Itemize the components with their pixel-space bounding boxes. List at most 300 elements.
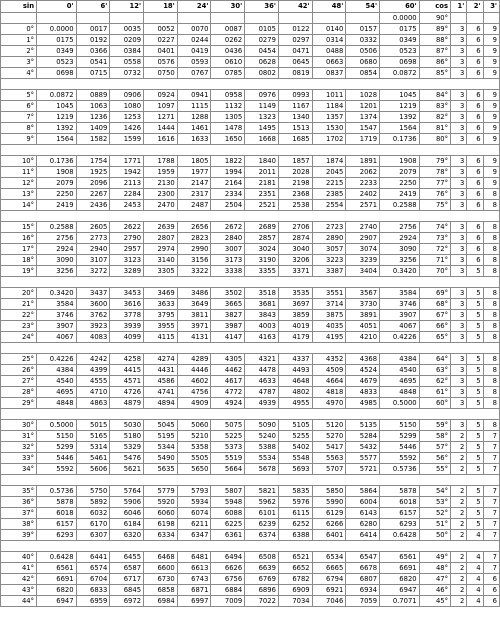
- sine-value-cell: 1028: [346, 90, 380, 101]
- difference-cell: 3: [451, 24, 467, 35]
- cos-degree-cell: 52°: [419, 508, 450, 519]
- difference-cell: 5: [467, 332, 483, 343]
- cos-degree-cell: 70°: [419, 266, 450, 277]
- difference-cell: 3: [451, 233, 467, 244]
- sine-value-cell: 0593: [177, 57, 211, 68]
- sine-value-cell: 3681: [245, 299, 279, 310]
- table-row: [1, 266, 500, 277]
- difference-cell: 6: [467, 178, 483, 189]
- sine-value-cell: 0.6428: [37, 552, 77, 563]
- difference-cell: 8: [483, 255, 499, 266]
- sine-value-cell: 4195: [312, 332, 346, 343]
- difference-cell: 5: [467, 519, 483, 530]
- sine-value-cell: 6639: [245, 563, 279, 574]
- sine-value-cell: 2368: [278, 189, 312, 200]
- sine-value-cell: 0.5736: [37, 486, 77, 497]
- degree-label: 15°: [1, 222, 37, 233]
- sine-value-cell: 4802: [278, 387, 312, 398]
- difference-cell: 4: [467, 596, 483, 607]
- sine-value-cell: 0663: [312, 57, 346, 68]
- sine-value-cell: 3600: [76, 299, 110, 310]
- sine-value-cell: 5314: [76, 442, 110, 453]
- cos-degree-cell: 76°: [419, 189, 450, 200]
- sine-value-cell: 3795: [144, 310, 178, 321]
- sine-value-cell: 6307: [76, 530, 110, 541]
- sine-value-cell: 0209: [110, 35, 144, 46]
- difference-cell: 4: [467, 552, 483, 563]
- sine-value-cell: 2924: [380, 233, 420, 244]
- sine-value-cell: 5592: [37, 464, 77, 475]
- table-body: [1, 24, 500, 607]
- difference-cell: 5: [467, 288, 483, 299]
- sine-value-cell: 4019: [278, 321, 312, 332]
- sine-value-cell: 0314: [312, 35, 346, 46]
- degree-label: 24°: [1, 332, 37, 343]
- sine-value-cell: 4509: [312, 365, 346, 376]
- difference-cell: 6: [467, 57, 483, 68]
- sine-value-cell: 1874: [312, 156, 346, 167]
- sine-value-cell: 0523: [380, 46, 420, 57]
- sine-value-cell: 1149: [245, 101, 279, 112]
- degree-label: 12°: [1, 178, 37, 189]
- sine-value-cell: 4067: [380, 321, 420, 332]
- difference-cell: 9: [483, 112, 499, 123]
- difference-cell: 2: [451, 530, 467, 541]
- sine-value-cell: 2334: [211, 189, 245, 200]
- sine-value-cell: 0.4226: [380, 332, 420, 343]
- difference-cell: 3: [451, 387, 467, 398]
- sine-value-cell: 4848: [37, 398, 77, 409]
- difference-cell: 7: [483, 563, 499, 574]
- cos-degree-cell: 77°: [419, 178, 450, 189]
- sine-value-cell: 6652: [278, 563, 312, 574]
- spacer-cell: [1, 475, 500, 486]
- table-row: [1, 519, 500, 530]
- difference-cell: 8: [483, 189, 499, 200]
- sine-value-cell: 2940: [76, 244, 110, 255]
- sine-value-cell: 1374: [346, 112, 380, 123]
- sine-value-cell: 1599: [110, 134, 144, 145]
- sine-value-cell: 6225: [211, 519, 245, 530]
- spacer-cell: [1, 211, 500, 222]
- sine-value-cell: 4163: [245, 332, 279, 343]
- sine-value-cell: 5878: [37, 497, 77, 508]
- degree-label: 2°: [1, 46, 37, 57]
- degree-label: 31°: [1, 431, 37, 442]
- sine-value-cell: 2198: [278, 178, 312, 189]
- empty-cell: [245, 13, 279, 24]
- difference-cell: 4: [467, 530, 483, 541]
- difference-cell: 3: [451, 57, 467, 68]
- sine-value-cell: 5446: [380, 442, 420, 453]
- sine-value-cell: 1840: [245, 156, 279, 167]
- difference-cell: 8: [483, 233, 499, 244]
- sine-value-cell: 2639: [144, 222, 178, 233]
- sine-value-cell: 6561: [37, 563, 77, 574]
- sine-value-cell: 6198: [144, 519, 178, 530]
- difference-cell: 3: [451, 321, 467, 332]
- difference-cell: 6: [467, 134, 483, 145]
- group-spacer: [1, 211, 500, 222]
- cos-degree-cell: 75°: [419, 200, 450, 211]
- sine-value-cell: 0192: [76, 35, 110, 46]
- difference-cell: 7: [483, 519, 499, 530]
- degree-label: 8°: [1, 123, 37, 134]
- sine-value-cell: 4617: [211, 376, 245, 387]
- sine-value-cell: 6046: [110, 508, 144, 519]
- sine-value-cell: 6730: [144, 574, 178, 585]
- degree-label: 39°: [1, 530, 37, 541]
- sine-value-cell: 3891: [346, 310, 380, 321]
- sine-value-cell: 6997: [177, 596, 211, 607]
- cos-degree-cell: 89°: [419, 24, 450, 35]
- sine-value-cell: 2924: [37, 244, 77, 255]
- sine-value-cell: 3971: [177, 321, 211, 332]
- sine-value-cell: 1201: [346, 101, 380, 112]
- sine-value-cell: 1097: [144, 101, 178, 112]
- cos-degree-cell: 59°: [419, 420, 450, 431]
- sine-value-cell: 2823: [177, 233, 211, 244]
- sine-value-cell: 5446: [37, 453, 77, 464]
- sine-value-cell: 5750: [76, 486, 110, 497]
- sine-value-cell: 1288: [177, 112, 211, 123]
- difference-cell: 6: [467, 244, 483, 255]
- degree-label: 11°: [1, 167, 37, 178]
- sine-value-cell: 7059: [346, 596, 380, 607]
- sine-value-cell: 2267: [76, 189, 110, 200]
- minute-header: 54': [346, 1, 380, 13]
- table-row: [1, 288, 500, 299]
- sine-value-cell: 5150: [380, 420, 420, 431]
- sine-value-cell: 6334: [144, 530, 178, 541]
- difference-cell: 8: [483, 387, 499, 398]
- diff-header: 2': [467, 1, 483, 13]
- difference-cell: 5: [467, 387, 483, 398]
- group-spacer: [1, 409, 500, 420]
- sine-value-cell: 0837: [312, 68, 346, 79]
- sine-value-cell: 6561: [380, 552, 420, 563]
- sine-value-cell: 6782: [278, 574, 312, 585]
- sine-value-cell: 2402: [346, 189, 380, 200]
- sine-value-cell: 3256: [380, 255, 420, 266]
- sine-value-cell: 6018: [37, 508, 77, 519]
- sine-value-cell: 5764: [110, 486, 144, 497]
- difference-cell: 3: [451, 123, 467, 134]
- difference-cell: 3: [451, 178, 467, 189]
- degree-label: 18°: [1, 255, 37, 266]
- sine-value-cell: 0262: [211, 35, 245, 46]
- sine-value-cell: 4337: [278, 354, 312, 365]
- sine-value-cell: 1650: [211, 134, 245, 145]
- sine-value-cell: 5563: [312, 453, 346, 464]
- sine-value-cell: 6266: [312, 519, 346, 530]
- sine-value-cell: 2317: [177, 189, 211, 200]
- table-row: [1, 332, 500, 343]
- difference-cell: 9: [483, 167, 499, 178]
- sine-value-cell: 1323: [245, 112, 279, 123]
- sine-value-cell: 0419: [177, 46, 211, 57]
- sine-value-cell: 0610: [211, 57, 245, 68]
- sine-value-cell: 0070: [177, 24, 211, 35]
- sine-value-cell: 3123: [110, 255, 144, 266]
- table-row: [1, 156, 500, 167]
- difference-cell: 3: [451, 365, 467, 376]
- degree-label: 4°: [1, 68, 37, 79]
- difference-cell: 3: [451, 101, 467, 112]
- sine-value-cell: 4741: [144, 387, 178, 398]
- sine-value-cell: 2504: [211, 200, 245, 211]
- sine-value-cell: 5120: [312, 420, 346, 431]
- sine-value-cell: 0175: [380, 24, 420, 35]
- sine-value-cell: 4955: [278, 398, 312, 409]
- sine-value-cell: 3762: [76, 310, 110, 321]
- sine-value-cell: 6211: [177, 519, 211, 530]
- table-row: [1, 46, 500, 57]
- sine-value-cell: 3057: [312, 244, 346, 255]
- sine-value-cell: 2740: [346, 222, 380, 233]
- sine-value-cell: 5693: [278, 464, 312, 475]
- sine-value-cell: 6032: [76, 508, 110, 519]
- sine-value-cell: 5240: [245, 431, 279, 442]
- sine-value-cell: 5948: [211, 497, 245, 508]
- sine-value-cell: 4478: [245, 365, 279, 376]
- sine-value-cell: 6101: [245, 508, 279, 519]
- sine-value-cell: 0906: [110, 90, 144, 101]
- sine-value-cell: 5075: [211, 420, 245, 431]
- sine-value-cell: 1513: [278, 123, 312, 134]
- sine-value-cell: 6388: [278, 530, 312, 541]
- sine-value-cell: 4179: [278, 332, 312, 343]
- spacer-cell: [1, 277, 500, 288]
- sine-value-cell: 0924: [144, 90, 178, 101]
- sine-value-cell: 2554: [312, 200, 346, 211]
- sine-value-cell: 5358: [177, 442, 211, 453]
- difference-cell: 8: [483, 365, 499, 376]
- difference-cell: 8: [483, 299, 499, 310]
- sine-value-cell: 1530: [312, 123, 346, 134]
- sine-value-cell: 4787: [245, 387, 279, 398]
- sine-value-cell: 6665: [312, 563, 346, 574]
- minute-header: 60': [380, 1, 420, 13]
- sine-value-cell: 6921: [312, 585, 346, 596]
- top-value-cell: 0.0000: [380, 13, 420, 24]
- sine-value-cell: 6508: [245, 552, 279, 563]
- sine-value-cell: 3024: [245, 244, 279, 255]
- group-spacer: [1, 343, 500, 354]
- difference-cell: 6: [467, 189, 483, 200]
- sine-value-cell: 0.7071: [380, 596, 420, 607]
- minute-header: 36': [245, 1, 279, 13]
- sine-value-cell: 6239: [245, 519, 279, 530]
- table-row: [1, 420, 500, 431]
- sine-value-cell: 6115: [278, 508, 312, 519]
- sine-value-cell: 3649: [177, 299, 211, 310]
- sine-value-cell: 0035: [110, 24, 144, 35]
- degree-label: 26°: [1, 365, 37, 376]
- empty-cell: [76, 13, 110, 24]
- degree-label: 22°: [1, 310, 37, 321]
- sine-value-cell: 4210: [346, 332, 380, 343]
- sine-value-cell: 1564: [380, 123, 420, 134]
- sine-value-cell: 0523: [37, 57, 77, 68]
- table-row: [1, 497, 500, 508]
- sine-value-cell: 1063: [76, 101, 110, 112]
- cos-degree-cell: 85°: [419, 68, 450, 79]
- sine-value-cell: 2907: [346, 233, 380, 244]
- sine-value-cell: 1444: [144, 123, 178, 134]
- sine-value-cell: 5606: [76, 464, 110, 475]
- sine-value-cell: 2130: [144, 178, 178, 189]
- degree-label: 23°: [1, 321, 37, 332]
- sine-value-cell: 6574: [76, 563, 110, 574]
- sine-value-cell: 3551: [312, 288, 346, 299]
- sine-value-cell: 1633: [177, 134, 211, 145]
- empty-cell: [467, 13, 483, 24]
- sine-value-cell: 2756: [37, 233, 77, 244]
- sine-value-cell: 6494: [211, 552, 245, 563]
- table-row: [1, 552, 500, 563]
- difference-cell: 5: [467, 486, 483, 497]
- sine-value-cell: 1253: [110, 112, 144, 123]
- cos-degree-cell: 72°: [419, 244, 450, 255]
- sine-value-cell: 6143: [346, 508, 380, 519]
- sine-value-cell: 5344: [144, 442, 178, 453]
- cos-degree-cell: 47°: [419, 574, 450, 585]
- difference-cell: 6: [467, 123, 483, 134]
- sine-value-cell: 4756: [177, 387, 211, 398]
- degree-label: 17°: [1, 244, 37, 255]
- difference-cell: 3: [451, 189, 467, 200]
- sine-value-cell: 1754: [76, 156, 110, 167]
- sine-value-cell: 1045: [380, 90, 420, 101]
- sine-value-cell: 6678: [346, 563, 380, 574]
- sine-value-cell: 6280: [346, 519, 380, 530]
- sine-value-cell: 0715: [76, 68, 110, 79]
- sine-value-cell: 6909: [278, 585, 312, 596]
- sine-value-cell: 6481: [177, 552, 211, 563]
- sine-value-cell: 4099: [110, 332, 144, 343]
- sine-value-cell: 5906: [110, 497, 144, 508]
- difference-cell: 5: [467, 299, 483, 310]
- difference-cell: 4: [467, 563, 483, 574]
- sine-value-cell: 6613: [177, 563, 211, 574]
- sine-value-cell: 5270: [312, 431, 346, 442]
- sine-value-cell: 5707: [312, 464, 346, 475]
- sine-value-cell: 6794: [312, 574, 346, 585]
- difference-cell: 5: [467, 508, 483, 519]
- sine-value-cell: 0628: [245, 57, 279, 68]
- sine-value-cell: 3156: [177, 255, 211, 266]
- difference-cell: 6: [483, 585, 499, 596]
- difference-cell: 3: [451, 156, 467, 167]
- sine-value-cell: 4242: [76, 354, 110, 365]
- table-row: [1, 178, 500, 189]
- difference-cell: 7: [483, 486, 499, 497]
- sine-value-cell: 6468: [144, 552, 178, 563]
- sine-value-cell: 0.0000: [37, 24, 77, 35]
- sine-value-cell: 6934: [346, 585, 380, 596]
- sine-value-cell: 5180: [110, 431, 144, 442]
- difference-cell: 5: [467, 398, 483, 409]
- sine-value-cell: 0052: [144, 24, 178, 35]
- difference-cell: 8: [483, 420, 499, 431]
- sine-value-cell: 0558: [110, 57, 144, 68]
- sine-value-cell: 0.5000: [37, 420, 77, 431]
- group-spacer: [1, 79, 500, 90]
- minute-header: 18': [144, 1, 178, 13]
- degree-label: 30°: [1, 420, 37, 431]
- sine-value-cell: 2890: [312, 233, 346, 244]
- difference-cell: 9: [483, 68, 499, 79]
- difference-cell: 5: [467, 310, 483, 321]
- sine-value-cell: 4540: [37, 376, 77, 387]
- empty-cell: [346, 13, 380, 24]
- sine-value-cell: 6361: [211, 530, 245, 541]
- sine-value-cell: 4115: [144, 332, 178, 343]
- sine-value-cell: 0244: [177, 35, 211, 46]
- difference-cell: 2: [451, 464, 467, 475]
- difference-cell: 5: [467, 420, 483, 431]
- table-row: [1, 101, 500, 112]
- group-spacer: [1, 277, 500, 288]
- sine-value-cell: 0819: [278, 68, 312, 79]
- sine-value-cell: 5015: [76, 420, 110, 431]
- sine-value-cell: 2487: [177, 200, 211, 211]
- sine-value-cell: 5402: [278, 442, 312, 453]
- sine-value-cell: 3355: [245, 266, 279, 277]
- sine-value-cell: 2419: [380, 189, 420, 200]
- sine-value-cell: 4772: [211, 387, 245, 398]
- table-row: [1, 299, 500, 310]
- sine-value-cell: 0941: [177, 90, 211, 101]
- sine-value-cell: 1564: [37, 134, 77, 145]
- sine-value-cell: 2385: [312, 189, 346, 200]
- sine-value-cell: 6521: [278, 552, 312, 563]
- sine-value-cell: 0854: [346, 68, 380, 79]
- cos-degree-cell: 90°: [419, 13, 450, 24]
- degree-label: 5°: [1, 90, 37, 101]
- sine-value-cell: 1771: [110, 156, 144, 167]
- table-row: [1, 398, 500, 409]
- sine-value-cell: 3256: [37, 266, 77, 277]
- difference-cell: 2: [451, 563, 467, 574]
- sine-value-cell: 5299: [380, 431, 420, 442]
- sine-value-cell: 5864: [346, 486, 380, 497]
- difference-cell: 8: [483, 321, 499, 332]
- sine-value-cell: 0366: [76, 46, 110, 57]
- cos-degree-cell: 46°: [419, 585, 450, 596]
- cos-degree-cell: 65°: [419, 332, 450, 343]
- sine-value-cell: 6129: [312, 508, 346, 519]
- difference-cell: 3: [451, 266, 467, 277]
- sine-value-cell: 6401: [312, 530, 346, 541]
- difference-cell: 5: [467, 497, 483, 508]
- sine-value-cell: 5621: [110, 464, 144, 475]
- sine-value-cell: 0576: [144, 57, 178, 68]
- difference-cell: 3: [451, 310, 467, 321]
- sine-value-cell: 3190: [245, 255, 279, 266]
- difference-cell: 6: [467, 112, 483, 123]
- difference-cell: 2: [451, 486, 467, 497]
- sine-value-cell: 3007: [211, 244, 245, 255]
- degree-label: 35°: [1, 486, 37, 497]
- degree-label: 0°: [1, 24, 37, 35]
- sine-value-cell: 4710: [76, 387, 110, 398]
- sine-value-cell: 3665: [211, 299, 245, 310]
- minute-header: 0': [37, 1, 77, 13]
- sine-value-cell: 4399: [76, 365, 110, 376]
- sine-value-cell: 5505: [177, 453, 211, 464]
